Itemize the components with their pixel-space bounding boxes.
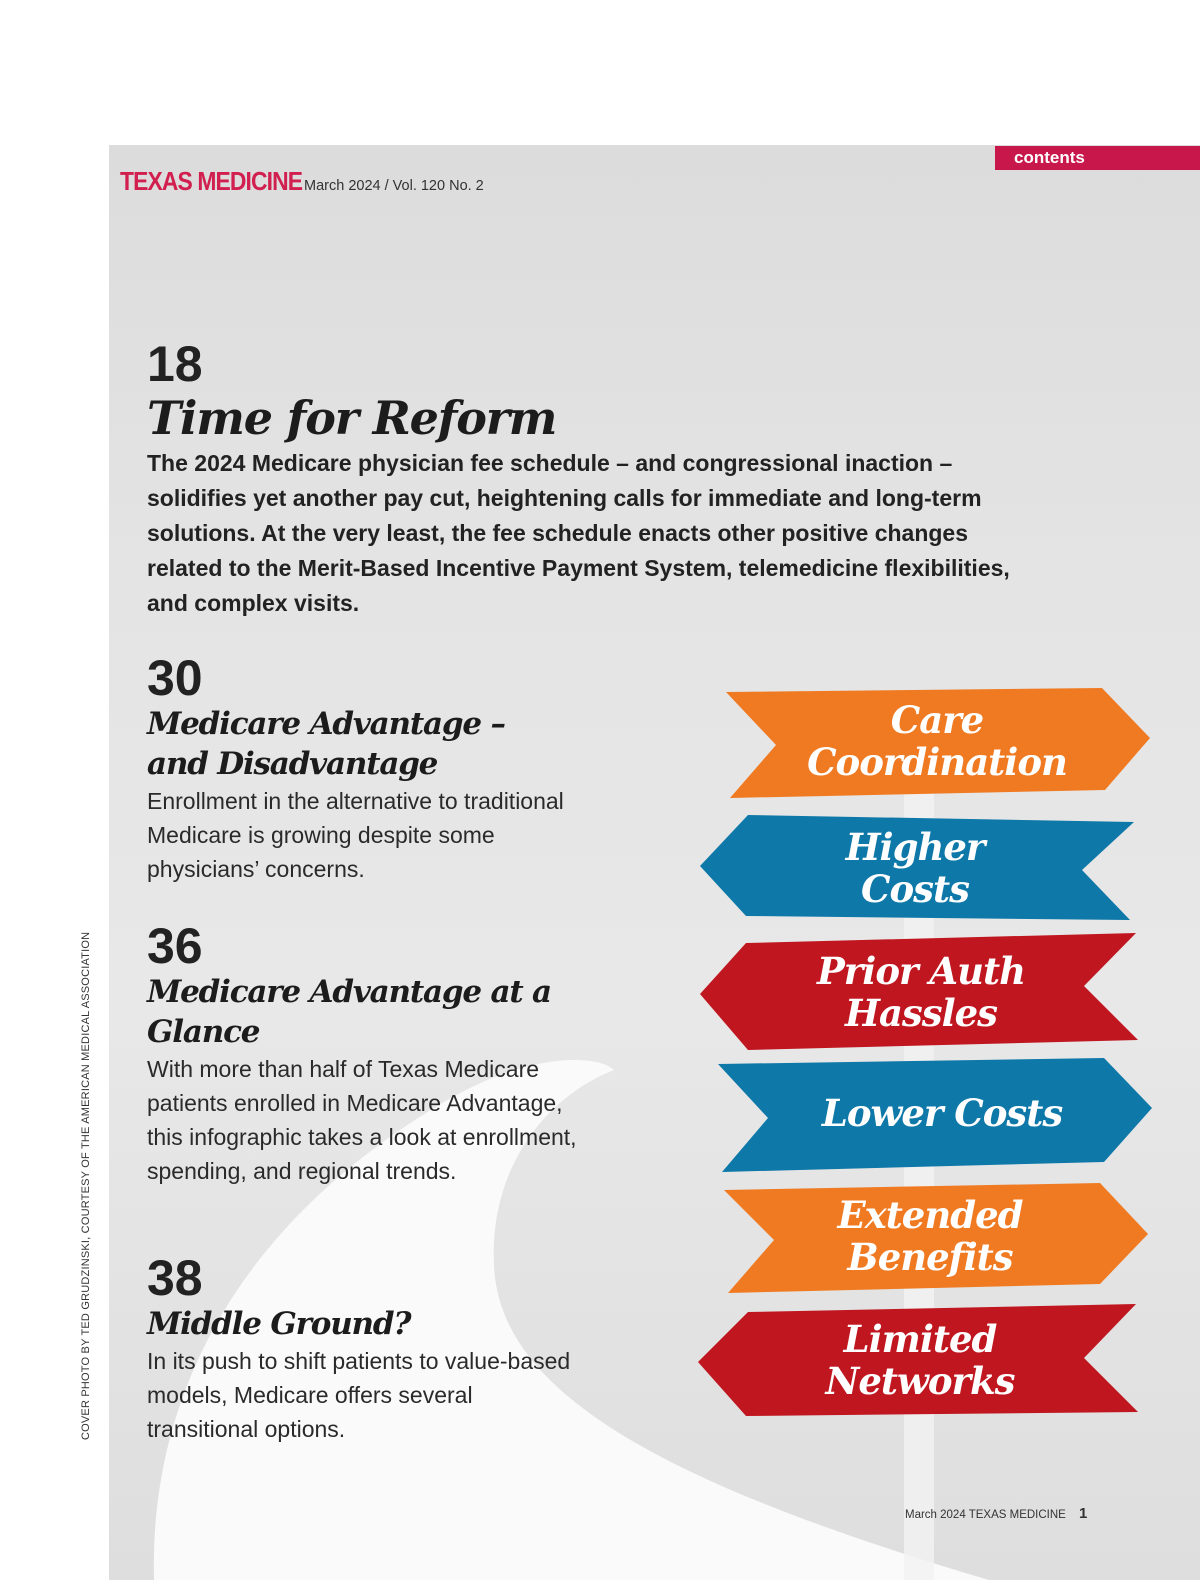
sign-line2: Hassles — [844, 991, 998, 1035]
article-title[interactable]: Medicare Advantage – and Disadvantage — [147, 706, 505, 782]
article-description: The 2024 Medicare physician fee schedule – and congressional inaction – solidifies yet another pay cut, heightening calls for immediate and long-term solutions. At the very least, the fee schedule enacts other positive changes related to the Merit-Based Incentive Payment System, telemedicine flexibilities, and complex visits. — [147, 450, 1010, 616]
masthead-logo: TEXAS MEDICINE — [120, 166, 303, 196]
sign-line1: Extended — [837, 1193, 1023, 1237]
article-title[interactable]: Time for Reform — [147, 391, 557, 445]
issue-info: March 2024 / Vol. 120 No. 2 — [304, 178, 484, 194]
sign-line2: Benefits — [847, 1235, 1013, 1279]
article-description: In its push to shift patients to value-based models, Medicare offers several transitional options. — [147, 1348, 571, 1442]
contents-section-tab: contents — [995, 146, 1200, 170]
article-page-number: 38 — [147, 1250, 203, 1306]
page-number: 1 — [1079, 1505, 1088, 1522]
sign-line1: Limited — [843, 1317, 997, 1361]
sign-line1: Prior Auth — [816, 949, 1026, 993]
photo-credit: COVER PHOTO BY TED GRUDZINSKI, COURTESY OF THE AMERICAN MEDICAL ASSOCIATION — [80, 931, 92, 1440]
sign-line1: Lower Costs — [821, 1091, 1063, 1135]
article-description: With more than half of Texas Medicare patients enrolled in Medicare Advantage, this infographic takes a look at enrollment, spending, and regional trends. — [147, 1056, 577, 1184]
article-description: Enrollment in the alternative to traditional Medicare is growing despite some physicians’ concerns. — [147, 788, 564, 882]
article-title[interactable]: Middle Ground? — [147, 1306, 411, 1342]
sign-extended-benefits — [724, 1183, 1148, 1293]
sign-line2: Coordination — [807, 740, 1067, 784]
sign-limited-networks — [698, 1304, 1138, 1416]
sign-higher-costs — [700, 815, 1134, 920]
article-title[interactable]: Medicare Advantage at a Glance — [147, 974, 551, 1050]
sign-line2: Networks — [825, 1359, 1015, 1403]
sign-line1: Care — [890, 698, 984, 742]
article-page-number: 36 — [147, 918, 203, 974]
article-page-number: 30 — [147, 650, 203, 706]
sign-care-coordination — [726, 688, 1150, 798]
sign-lower-costs — [718, 1058, 1152, 1172]
article-page-number: 18 — [147, 336, 203, 392]
footer-issue-label: March 2024 TEXAS MEDICINE — [905, 1509, 1066, 1521]
sign-prior-auth-hassles — [700, 933, 1138, 1050]
sign-line1: Higher — [845, 825, 985, 869]
sign-line2: Costs — [861, 867, 969, 911]
